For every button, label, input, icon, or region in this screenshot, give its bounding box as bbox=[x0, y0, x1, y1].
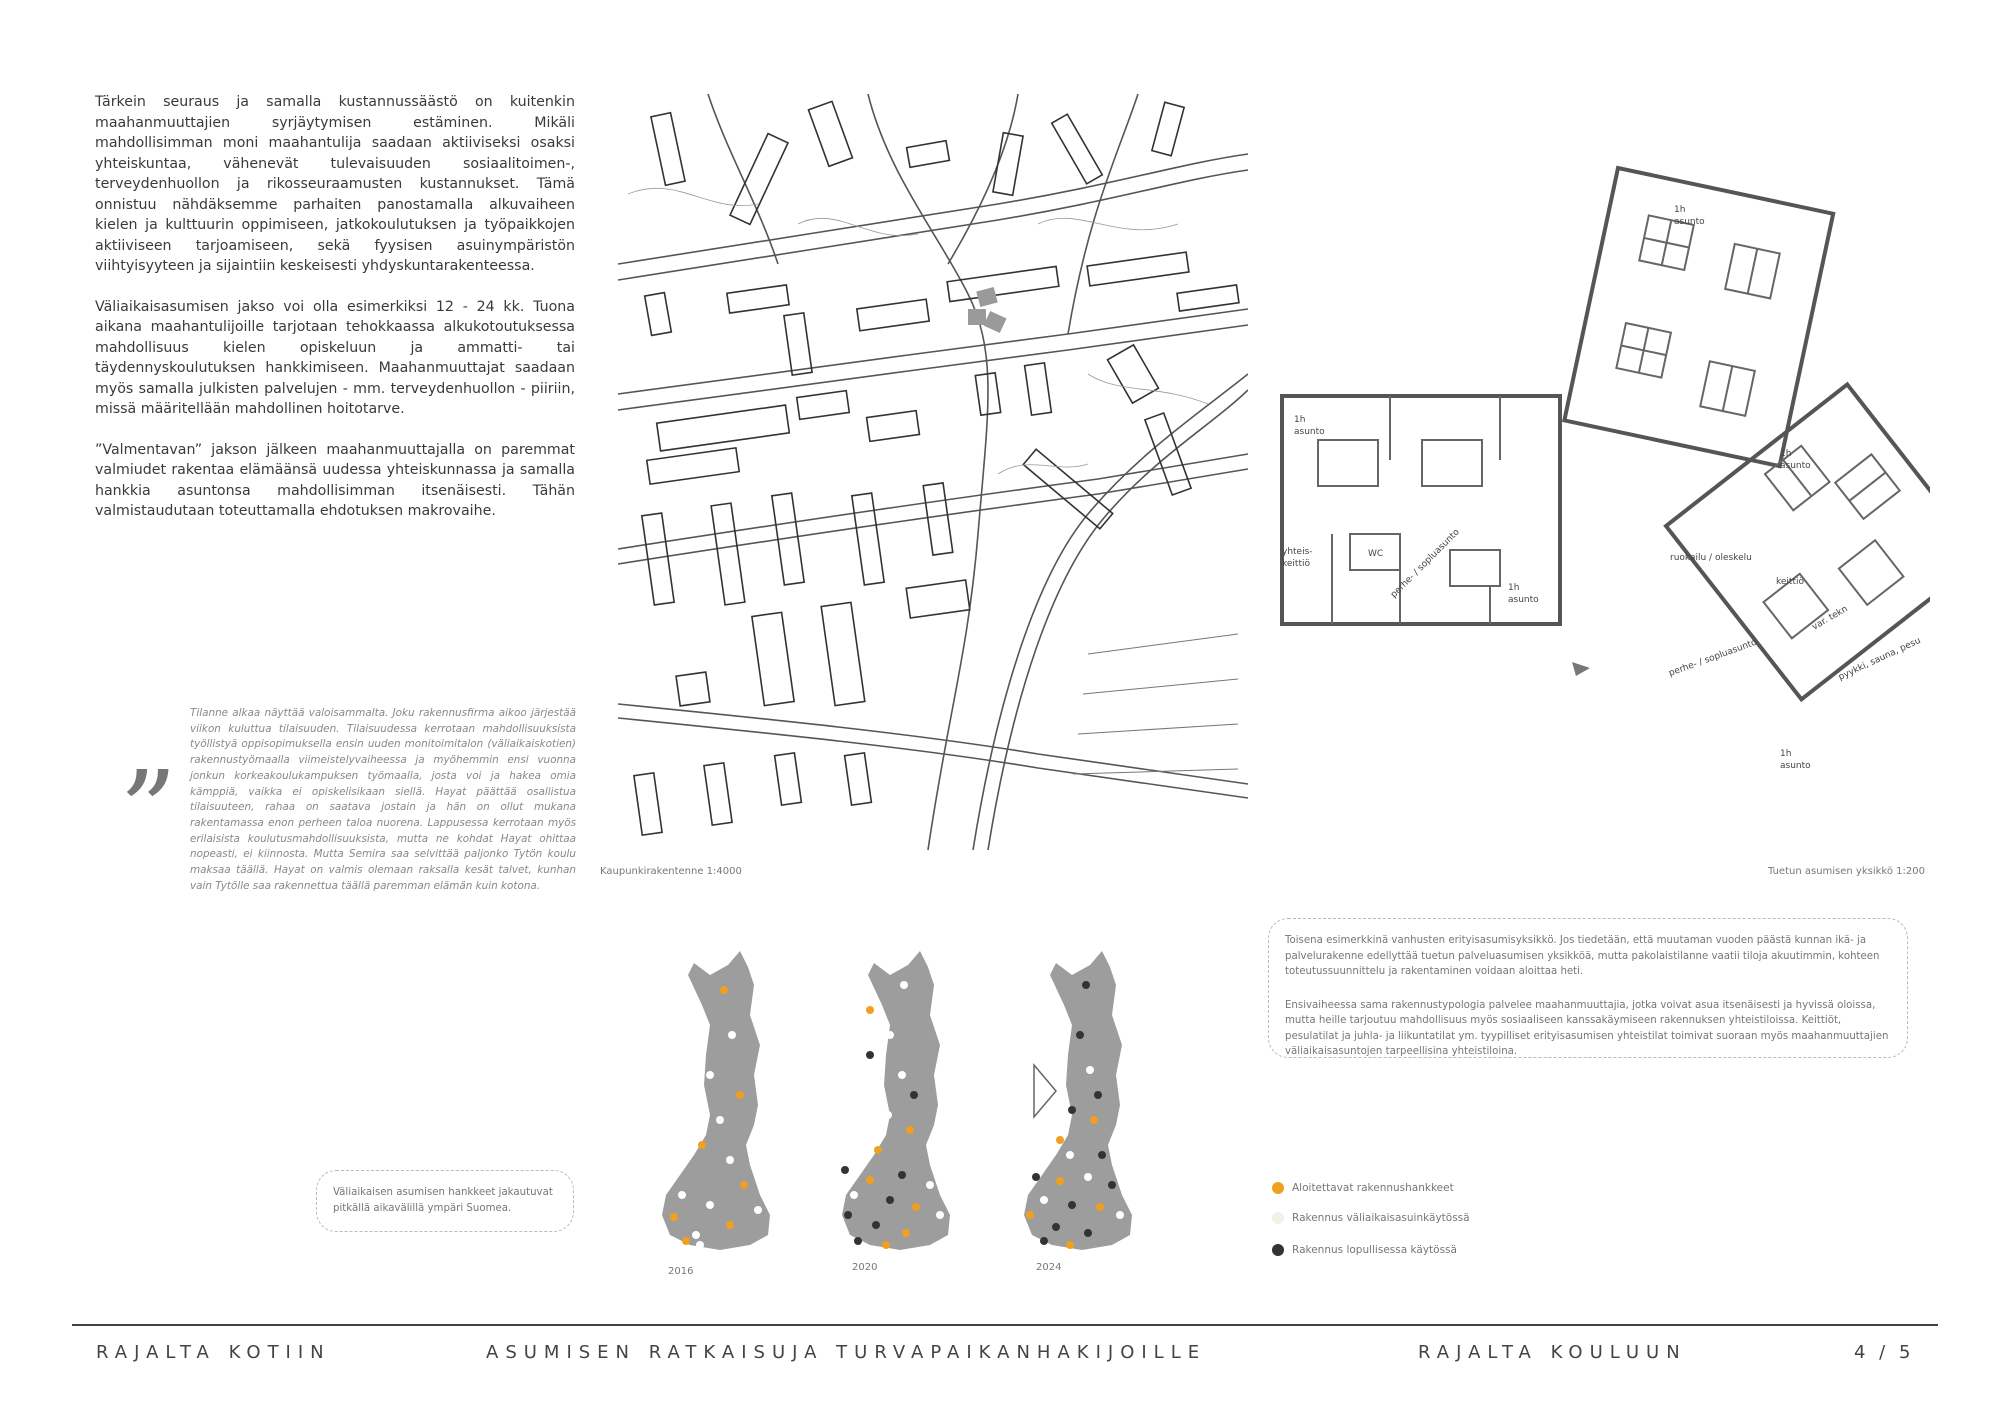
footer-divider bbox=[72, 1324, 1938, 1326]
legend-dot-white-icon bbox=[1272, 1212, 1284, 1224]
plan-label-asunto-3a: 1h bbox=[1674, 205, 1686, 215]
page-number: 4 / 5 bbox=[1854, 1342, 1915, 1363]
quote-text: Tilanne alkaa näyttää valoisammalta. Joku rakennusfirma aikoo järjestää viikon kuluttua tilaisuuden. Tilaisuudessa kerrotaan mahdollisuuksista työllistyä oppisopimuksella ensin uuden monitoimitalon (väliaikaiskotien) rakennustyömaalla viimeistelyvaiheessa ja myöhemmin ensi vuonna jonkun korkeakoulukampuksen työmaalla, josta voi ja hakea omia kämppiä, vaikka ei opiskelisikaan siellä. Hayat päättää osallistua tilaisuuteen, rahaa on saatava jostain ja hän on ollut mukana rakentamassa enon perheen taloa nuorena. Lappusessa kerrotaan myös erilaisista koulutusmahdollisuuksista, mutta ne kohdat Hayat ohittaa nopeasti, ei kiinnosta. Mutta Semira saa selvittää paljonko Tytön koulu maksaa täällä. Hayat on valmis olemaan raksalla kesät talvet, kunhan vain Tytölle saa rakennettua täällä paremman elämän kuin kotona. bbox=[190, 707, 576, 892]
footer-left: RAJALTA KOTIIN bbox=[96, 1342, 331, 1363]
year-label-2024: 2024 bbox=[1036, 1262, 1062, 1273]
body-text bbox=[95, 92, 575, 542]
plan-label-asunto-4b: asunto bbox=[1780, 461, 1811, 471]
plan-label-var: var. tekn bbox=[1810, 604, 1850, 633]
plan-label-yhteis-b: keittiö bbox=[1282, 559, 1310, 569]
finland-map-2020 bbox=[841, 951, 950, 1250]
footer-right: RAJALTA KOULUUN bbox=[1418, 1342, 1687, 1363]
site-plan-map bbox=[618, 94, 1248, 850]
plan-label-asunto-5b: asunto bbox=[1780, 761, 1811, 771]
plan-label-asunto-2b: asunto bbox=[1508, 595, 1539, 605]
legend-label-final: Rakennus lopullisessa käytössä bbox=[1292, 1244, 1457, 1256]
legend-item-new bbox=[1272, 1182, 1454, 1194]
plan-label-asunto-5a: 1h bbox=[1780, 749, 1792, 759]
finland-maps bbox=[640, 945, 1160, 1285]
plan-label-asunto-4a: 1h bbox=[1780, 449, 1792, 459]
map-caption: Kaupunkirakentenne 1:4000 bbox=[600, 866, 742, 877]
paragraph-1: Tärkein seuraus ja samalla kustannussäästö on kuitenkin maahanmuuttajien syrjäytymisen estäminen. Mikäli mahdollisimman moni maahantulija saadaan aktiiviseksi osaksi yhteiskuntaa, vähenevät tulevaisuuden sosiaalitoimen-, terveydenhuollon ja rikosseuraamusten kustannukset. Tämä onnistuu nähdäksemme parhaiten panostamalla alkuvaiheen kielen ja kulttuurin oppimiseen, jatkokoulutuksen ja työpaikkojen aktiiviseen tarjoamiseen, sekä fyysisen asuinympäristön viihtyisyyteen ja sijaintiin keskeisesti yhdyskuntarakenteessa. bbox=[95, 94, 575, 274]
plan-label-asunto-2a: 1h bbox=[1508, 583, 1520, 593]
floor-plan bbox=[1280, 160, 1930, 820]
paragraph-3: ”Valmentavan” jakson jälkeen maahanmuuttajalla on paremmat valmiudet rakentaa elämäänsä uudessa yhteiskunnassa ja samalla hankkia asuntonsa mahdollisimman itsenäisesti. Tähän valmistaudutaan toteuttamalla ehdotuksen makrovaihe. bbox=[95, 441, 575, 519]
plan-label-keittio: keittiö bbox=[1776, 577, 1804, 587]
legend-item-final bbox=[1272, 1244, 1457, 1256]
paragraph-2: Väliaikaisasumisen jakso voi olla esimerkiksi 12 - 24 kk. Tuona aikana maahantulijoille tarjotaan tehokkaassa alkukotoutuksessa mahdollisuus kielen opiskeluun ja ammatti- tai täydennyskoulutuksen hankkimiseen. Maahanmuuttajat saadaan myös samalla julkisten palvelujen - mm. terveydenhuollon - piiriin, missä määritellään mahdollinen hoitotarve. bbox=[95, 298, 575, 417]
finland-map-2016 bbox=[662, 951, 770, 1250]
legend-item-temporary bbox=[1272, 1212, 1470, 1224]
plan-label-asunto-3b: asunto bbox=[1674, 217, 1705, 227]
plan-caption: Tuetun asumisen yksikkö 1:200 bbox=[1768, 866, 1925, 877]
plan-label-asunto-1b: asunto bbox=[1294, 427, 1325, 437]
legend-dot-orange-icon bbox=[1272, 1182, 1284, 1194]
plan-label-perhe-2: perhe- / sopluasunto bbox=[1389, 527, 1462, 601]
legend-label-new: Aloitettavat rakennushankkeet bbox=[1292, 1182, 1454, 1194]
plan-label-yhteis-a: yhteis- bbox=[1282, 547, 1313, 557]
plan-label-wc: WC bbox=[1368, 549, 1384, 559]
plan-label-asunto-1a: 1h bbox=[1294, 415, 1306, 425]
footer-center: ASUMISEN RATKAISUJA TURVAPAIKANHAKIJOILLE bbox=[486, 1342, 1207, 1363]
plan-label-pyykki: pyykki, sauna, pesu bbox=[1837, 635, 1923, 683]
legend-label-temporary: Rakennus väliaikaisasuinkäytössä bbox=[1292, 1212, 1470, 1224]
finland-map-2024 bbox=[1024, 951, 1132, 1250]
plan-label-perhe-1: perhe- / sopluasunto bbox=[1667, 637, 1759, 679]
info-panel bbox=[1268, 918, 1908, 1058]
year-label-2016: 2016 bbox=[668, 1266, 694, 1277]
info-paragraph-2: Ensivaiheessa sama rakennustypologia palvelee maahanmuuttajia, jotka voivat asua itsenäisesti ja hyvissä oloissa, mutta heille tarjoutuu mahdollisuus myös sosiaaliseen kanssakäymiseen rakennuksen yhteistiloissa. Keittiöt, pesulatilat ja juhla- ja liikuntatilat ym. tyypilliset erityisasumisen yhteistilat toimivat suoraan myös maahanmuuttajien väliaikaisasuntojen tarpeellisina yhteistiloina. bbox=[1285, 999, 1889, 1057]
legend-dot-dark-icon bbox=[1272, 1244, 1284, 1256]
note-panel: Väliaikaisen asumisen hankkeet jakautuvat pitkällä aikavälillä ympäri Suomea. bbox=[316, 1170, 574, 1232]
plan-label-ruokailu: ruokailu / oleskelu bbox=[1670, 553, 1752, 563]
year-label-2020: 2020 bbox=[852, 1262, 878, 1273]
quote-mark-icon: „ bbox=[122, 679, 179, 807]
info-paragraph-1: Toisena esimerkkinä vanhusten erityisasumisyksikkö. Jos tiedetään, että muutaman vuoden päästä kunnan ikä- ja palvelurakenne edellyttää tuetun palveluasumisen yksikköä, mutta pakolaistilanne vaatii tiloja akuutimmin, kohteen toteutussuunnittelu ja rakentaminen voidaan aloittaa heti. bbox=[1285, 935, 1880, 977]
